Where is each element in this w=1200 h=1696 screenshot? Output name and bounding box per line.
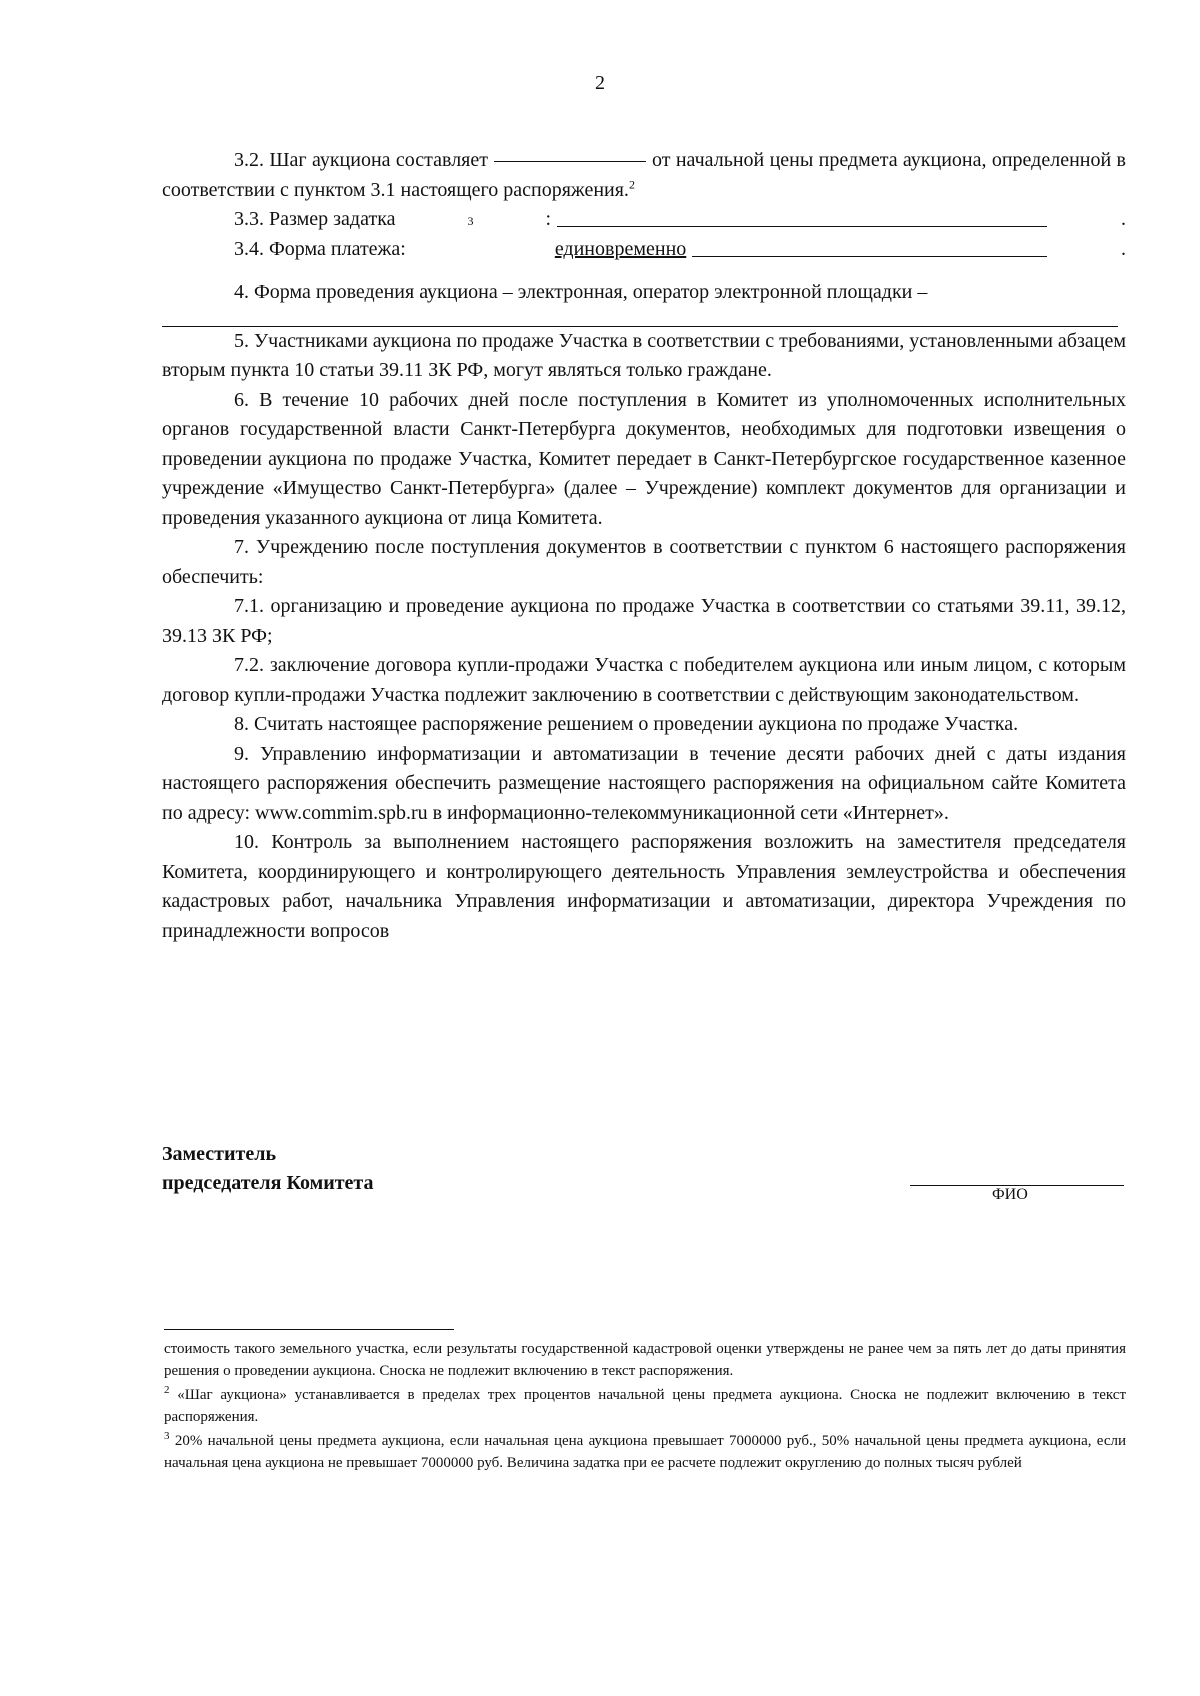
footnote-divider	[164, 1329, 454, 1330]
payment-form-value: единовременно	[554, 237, 687, 260]
clause-7-1: 7.1. организацию и проведение аукциона по продаже Участка в соответствии со статьями 39.11, 39.12, 39.13 ЗК РФ;	[162, 595, 1126, 647]
page-number: 2	[595, 72, 605, 94]
footnote-2: $^2$ «Шаг аукциона» устанавливается в пределах трех процентов начальной цены предмета аукциона. Сноска не подлежит включению в текст распоряжения.	[164, 1384, 1127, 1425]
clause-6: 6. В течение 10 рабочих дней после поступления в Комитет из уполномоченных исполнительных органов государственной власти Санкт-Петербурга документов, необходимых для подготовки извещения о проведении аукциона по продаже Участка, Комитет передает в Санкт-Петербургское государственное казенное учреждение «Имущество Санкт-Петербурга» (далее – Учреждение) комплект документов для организации и проведения указанного аукциона от лица Комитета.	[162, 388, 1126, 529]
clause-7-2: 7.2. заключение договора купли-продажи Участка с победителем аукциона или иным лицом, с которым договор купли-продажи Участка подлежит заключению в соответствии с действующим законодательством.	[162, 654, 1126, 706]
clause-3-2: 3.2. Шаг аукциона составляет от начальной цены предмета аукциона, определенной в соответствии с пунктом 3.1 настоящего распоряжения.$^2$	[162, 149, 1126, 201]
footnotes	[164, 1338, 1126, 1476]
footnote-continued: стоимость такого земельного участка, если результаты государственной кадастровой оценки утверждены не ранее чем за пять лет до даты принятия решения о проведении аукциона. Сноска не подлежит включению в текст распоряжения.	[164, 1341, 1126, 1379]
clause-9: 9. Управлению информатизации и автоматизации в течение десяти рабочих дней с даты издания настоящего распоряжения обеспечить размещение настоящего распоряжения на официальном сайте Комитета по адресу: www.commim.spb.ru в информационно-телекоммуникационной сети «Интернет».	[162, 742, 1126, 824]
blank-field-deposit	[557, 225, 1047, 227]
clause-8: 8. Считать настоящее распоряжение решением о проведении аукциона по продаже Участка.	[234, 713, 1019, 735]
signer-title-line2: председателя Комитета	[162, 1172, 374, 1194]
footnote-ref-2: 2	[628, 176, 635, 191]
signer-title-line1: Заместитель	[162, 1143, 277, 1165]
clause-3-4: 3.4. Форма платежа: единовременно .	[162, 235, 1126, 265]
signer-name-placeholder: ФИО	[992, 1186, 1028, 1203]
footnote-3: $^3$ 20% начальной цены предмета аукциона, если начальная цена аукциона превышает 7000000 руб., 50% начальной цены предмета аукциона, если начальная цена аукциона не превышает 7000000 руб. Величина задатка при ее расчете подлежит округлению до полных тысяч рублей	[164, 1430, 1126, 1471]
blank-field-operator	[162, 308, 1118, 327]
clause-7: 7. Учреждению после поступления документов в соответствии с пунктом 6 настоящего распоряжения обеспечить:	[162, 536, 1126, 588]
clause-10: 10. Контроль за выполнением настоящего распоряжения возложить на заместителя председателя Комитета, координирующего и контролирующего деятельность Управления землеустройства и обеспечения кадастровых работ, начальника Управления информатизации и автоматизации, директора Учреждения по принадлежности вопросов	[162, 831, 1126, 942]
blank-field-step	[494, 161, 646, 162]
clause-5: 5. Участниками аукциона по продаже Участка в соответствии с требованиями, установленными абзацем вторым пункта 10 статьи 39.11 ЗК РФ, могут являться только граждане.	[162, 329, 1126, 381]
document-body	[162, 146, 1126, 946]
blank-field-payment	[692, 255, 1047, 257]
signature-block	[162, 1140, 374, 1198]
clause-4: 4. Форма проведения аукциона – электронная, оператор электронной площадки –	[234, 281, 928, 303]
clause-3-3: 3.3. Размер задатка 3 : .	[234, 208, 1126, 230]
